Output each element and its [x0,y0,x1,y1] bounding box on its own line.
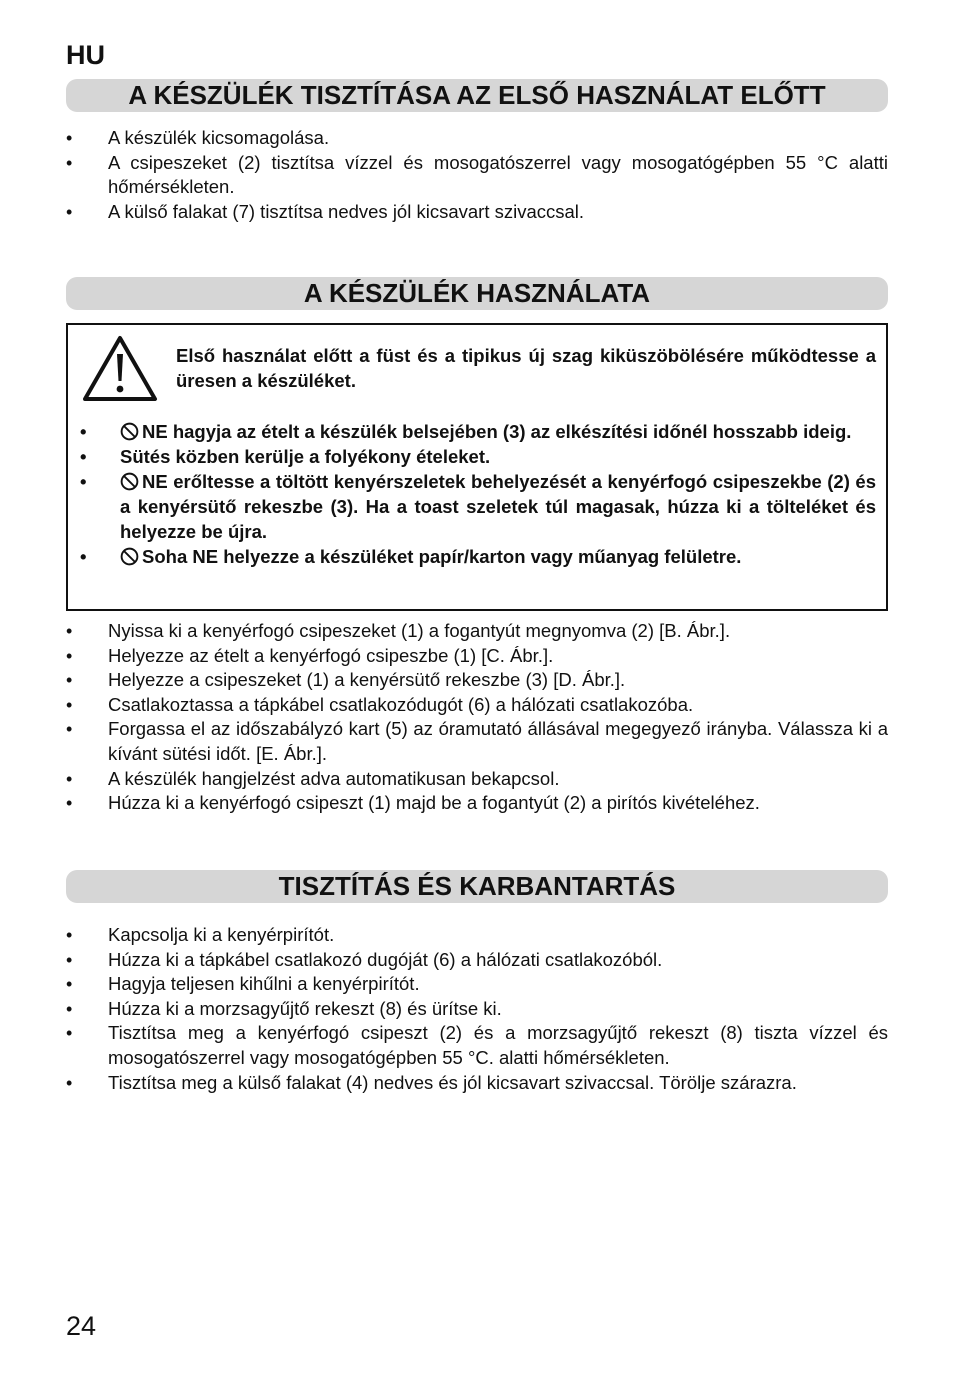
list-item: • Húzza ki a morzsagyűjtő rekeszt (8) és ürítse ki. [66,997,888,1022]
list-item: • Csatlakoztassa a tápkábel csatlakozódugót (6) a hálózati csatlakozóba. [66,693,888,718]
list-item: • Helyezze az ételt a kenyérfogó csipeszbe (1) [C. Ábr.]. [66,644,888,669]
prohibition-icon [120,547,139,566]
warning-box [66,323,888,611]
list-item: • Hagyja teljesen kihűlni a kenyérpirítót. [66,972,888,997]
list-item: • A csipeszeket (2) tisztítsa vízzel és mosogatószerrel vagy mosogatógépben 55 °C alatti hőmérsékleten. [66,151,888,200]
section-title-maintenance: TISZTÍTÁS ÉS KARBANTARTÁS [66,870,888,903]
warning-item-text: Soha NE helyezze a készüléket papír/karton vagy műanyag felületre. [142,546,742,567]
usage-list [66,619,888,816]
list-item: • A készülék hangjelzést adva automatikusan bekapcsol. [66,767,888,792]
language-code: HU [66,40,105,70]
maintenance-list [66,923,888,1095]
warning-text: Első használat előtt a füst és a tipikus új szag kiküszöbölésére működtesse a üresen a készüléket. [176,345,876,391]
section-title-usage: A KÉSZÜLÉK HASZNÁLATA [66,277,888,310]
list-item: • A külső falakat (7) tisztítsa nedves jól kicsavart szivaccsal. [66,200,888,225]
list-item: • Húzza ki a tápkábel csatlakozó dugóját (6) a hálózati csatlakozóból. [66,948,888,973]
list-item: • A készülék kicsomagolása. [66,126,888,151]
warning-item-text: NE hagyja az ételt a készülék belsejében (3) az elkészítési időnél hosszabb ideig. [142,421,852,442]
warning-item [80,544,876,569]
warning-item [80,469,876,544]
warning-item [80,444,876,469]
warning-item [80,419,876,444]
warning-triangle-icon [82,334,158,402]
prohibition-icon [120,422,139,441]
warning-list [80,419,876,569]
list-item: • Kapcsolja ki a kenyérpirítót. [66,923,888,948]
prohibition-icon [120,472,139,491]
list-item: • Tisztítsa meg a külső falakat (4) nedves és jól kicsavart szivaccsal. Törölje szárazra. [66,1071,888,1096]
warning-item-text: NE erőltesse a töltött kenyérszeletek behelyezését a kenyérfogó csipeszekbe (2) és a kenyérsütő rekeszbe (3). Ha a toast szeletek túl magasak, húzza ki a tölteléket és helyezze be újra. [120,471,876,542]
cleaning-before-list [66,126,888,224]
section-title-cleaning-before: A KÉSZÜLÉK TISZTÍTÁSA AZ ELSŐ HASZNÁLAT ELŐTT [66,79,888,112]
list-item: • Tisztítsa meg a kenyérfogó csipeszt (2) és a morzsagyűjtő rekeszt (8) tiszta vízzel és mosogatószerrel vagy mosogatógépben 55 °C. alatti hőmérsékleten. [66,1021,888,1070]
list-item: • Nyissa ki a kenyérfogó csipeszeket (1) a fogantyút megnyomva (2) [B. Ábr.]. [66,619,888,644]
list-item: • Helyezze a csipeszeket (1) a kenyérsütő rekeszbe (3) [D. Ábr.]. [66,668,888,693]
list-item: • Húzza ki a kenyérfogó csipeszt (1) majd be a fogantyút (2) a pirítós kivételéhez. [66,791,888,816]
warning-item-text: Sütés közben kerülje a folyékony ételeket. [120,446,491,467]
page-number: 24 [66,1311,97,1341]
list-item: • Forgassa el az időszabályzó kart (5) az óramutató állásával megegyező irányba. Válassza ki a kívánt sütési időt. [E. Ábr.]. [66,717,888,766]
